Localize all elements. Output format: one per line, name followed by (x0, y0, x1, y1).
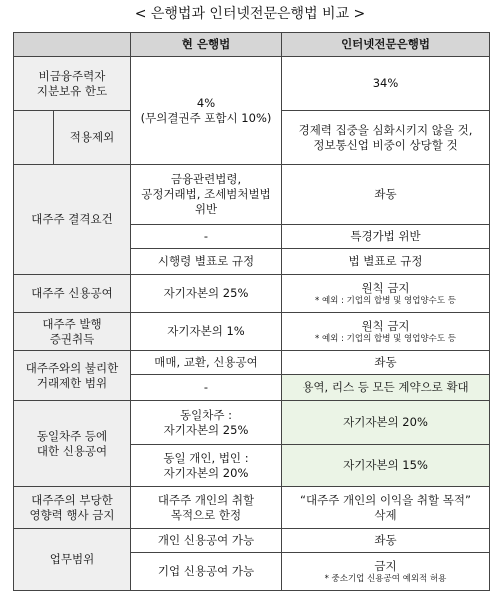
securities-internet-note: * 예외 : 기업의 합병 및 영업양수도 등 (315, 333, 456, 344)
cell-disq-current-3: 시행령 별표로 규정 (131, 249, 282, 275)
cell-disq-internet-1: 좌동 (282, 165, 490, 225)
label-same-person (14, 401, 131, 487)
cell-credit-current: 자기자본의 25% (131, 275, 282, 313)
label-securities-line2: 증권취득 (49, 331, 95, 346)
label-share-limit-line1: 비금융주력자 (38, 68, 106, 83)
cell-business-current-2: 기업 신용공여 가능 (131, 553, 282, 591)
influence-internet-line1: “대주주 개인의 이익을 취할 목적” (300, 492, 471, 507)
disq-current-line2: 공정거래법, 조세범처벌법 (141, 187, 271, 201)
cell-securities-current: 자기자본의 1% (131, 313, 282, 351)
label-securities-line1: 대주주 발행 (42, 316, 102, 331)
share-current-line1: 4% (196, 95, 216, 110)
cell-same-person-internet-1: 자기자본의 20% (282, 401, 490, 445)
page-title: < 은행법과 인터넷전문은행법 비교 > (134, 6, 366, 22)
label-share-limit-line2: 지분보유 한도 (36, 83, 108, 98)
cell-disq-internet-3: 법 별표로 규정 (282, 249, 490, 275)
cell-exclusion-internet (282, 111, 490, 165)
cell-disq-current-2: - (131, 225, 282, 249)
label-exclusion: 적용제외 (54, 111, 131, 165)
row-unfair-1 (14, 351, 490, 375)
label-disqualification: 대주주 결격요건 (14, 165, 131, 275)
disq-current-line1: 금융관련법령, (170, 172, 242, 186)
credit-internet-main: 원칙 금지 (361, 280, 410, 295)
header-internet: 인터넷전문은행법 (282, 33, 490, 57)
label-influence-line1: 대주주의 부당한 (31, 492, 113, 507)
label-securities (14, 313, 131, 351)
cell-share-current (131, 57, 282, 165)
disq-current-line3: 위반 (194, 202, 218, 216)
cell-same-person-internet-2: 자기자본의 15% (282, 445, 490, 487)
cell-unfair-internet-2: 용역, 리스 등 모든 계약으로 확대 (282, 375, 490, 401)
influence-current-line2: 목적으로 한정 (170, 507, 242, 522)
cell-disq-current-1 (131, 165, 282, 225)
row-influence (14, 487, 490, 529)
comparison-table (13, 32, 490, 591)
cell-business-internet-2 (282, 553, 490, 591)
cell-influence-current (131, 487, 282, 529)
cell-share-internet: 34% (282, 57, 490, 111)
cell-unfair-internet-1: 좌동 (282, 351, 490, 375)
row-credit (14, 275, 490, 313)
row-securities (14, 313, 490, 351)
cell-influence-internet (282, 487, 490, 529)
row-same-person-1 (14, 401, 490, 445)
securities-internet-main: 원칙 금지 (361, 318, 410, 333)
cell-same-person-current-2 (131, 445, 282, 487)
header-current: 현 은행법 (131, 33, 282, 57)
cell-unfair-current-1: 매매, 교환, 신용공여 (131, 351, 282, 375)
cell-unfair-current-2: - (131, 375, 282, 401)
same-person-current-2-line1: 동일 개인, 법인 : (163, 450, 249, 465)
header-row (14, 33, 490, 57)
label-business: 업무범위 (14, 529, 131, 591)
cell-disq-internet-2: 특경가법 위반 (282, 225, 490, 249)
label-credit: 대주주 신용공여 (14, 275, 131, 313)
label-influence-line2: 영향력 행사 금지 (29, 507, 115, 522)
label-influence (14, 487, 131, 529)
label-unfair-line1: 대주주와의 불리한 (25, 360, 119, 375)
row-share-limit (14, 57, 490, 111)
label-same-person-line1: 동일차주 등에 (36, 428, 108, 443)
label-same-person-line2: 대한 신용공여 (36, 443, 108, 458)
cell-credit-internet (282, 275, 490, 313)
cell-same-person-current-1 (131, 401, 282, 445)
label-unfair (14, 351, 131, 401)
business-internet-note: * 중소기업 신용공여 예외적 허용 (324, 573, 447, 584)
label-share-blank (14, 111, 54, 165)
cell-business-current-1: 개인 신용공여 가능 (131, 529, 282, 553)
share-current-line2: (무의결권주 포함시 10%) (140, 110, 272, 125)
cell-securities-internet (282, 313, 490, 351)
same-person-current-1-line1: 동일차주 : (180, 407, 232, 422)
influence-internet-line2: 삭제 (374, 507, 397, 522)
label-share-limit (14, 57, 131, 111)
same-person-current-2-line2: 자기자본의 20% (163, 465, 249, 480)
row-disq-1 (14, 165, 490, 225)
influence-current-line1: 대주주 개인의 취할 (157, 492, 255, 507)
header-blank (14, 33, 131, 57)
same-person-current-1-line2: 자기자본의 25% (163, 422, 249, 437)
exclusion-line2: 정보통신업 비중이 상당할 것 (313, 137, 458, 152)
cell-business-internet-1: 좌동 (282, 529, 490, 553)
credit-internet-note: * 예외 : 기업의 합병 및 영업양수도 등 (315, 295, 456, 306)
exclusion-line1: 경제력 집중을 심화시키지 않을 것, (298, 122, 473, 137)
label-unfair-line2: 거래제한 범위 (36, 375, 108, 390)
row-business-1 (14, 529, 490, 553)
business-internet-main: 금지 (374, 558, 397, 573)
